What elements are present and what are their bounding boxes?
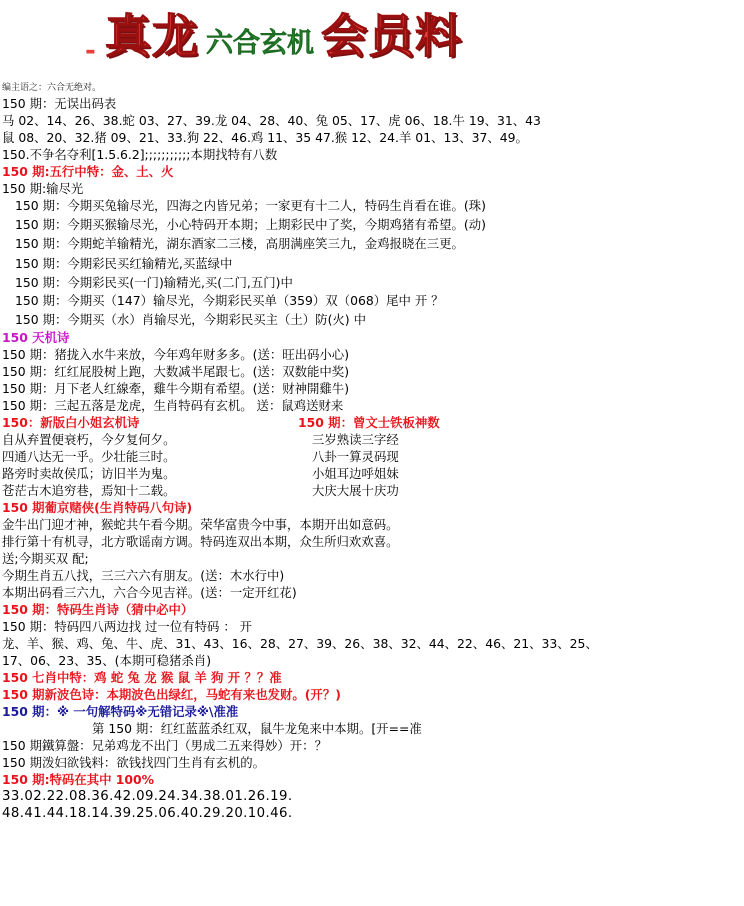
section-heading: 150 期新波色诗：本期波色出绿红，马蛇有来也发财。(开？) bbox=[2, 687, 341, 702]
poem-line: 苍茫古木追穷巷，焉知十二载。 bbox=[2, 483, 176, 498]
text-line: 150 期：今期彩民买(一门)输精光,买(二门,五门)中 bbox=[15, 275, 293, 290]
poem-line: 三岁熟读三字经 bbox=[312, 432, 399, 447]
text-line: 本期出码看三六九，六合今见吉祥。(送：一定开红花) bbox=[2, 585, 297, 600]
text-line: 150 期:输尽光 bbox=[2, 181, 84, 196]
title-huiyuanliao: 会员料 bbox=[321, 9, 463, 63]
page-title bbox=[85, 6, 462, 68]
title-liuhexuanji: 六合玄机 bbox=[205, 28, 314, 59]
poem-line: 大庆大展十庆功 bbox=[312, 483, 399, 498]
text-line: 150 期：今期买猴输尽光，小心特码开本期；上期彩民中了奖，今期鸡猪有希望。(动) bbox=[15, 217, 486, 232]
poem-line: 八卦一算灵码现 bbox=[312, 449, 399, 464]
text-line: 马 02、14、26、38.蛇 03、27、39.龙 04、28、40、兔 05、17、虎 06、18.牛 19、31、43 bbox=[2, 113, 541, 128]
section-heading: 150 期葡京赌侠(生肖特码八句诗) bbox=[2, 500, 193, 515]
section-heading: 150 期：曾文士铁板神数 bbox=[298, 415, 440, 430]
text-line: 150 期：月下老人红線牽，雞牛今期有希望。(送：财神開雞牛) bbox=[2, 381, 350, 396]
editor-note: 编主语之：六合无绝对。 bbox=[2, 83, 102, 93]
section-heading: 150 期:五行中特：金、土、火 bbox=[2, 164, 174, 179]
number-list: 48.41.44.18.14.39.25.06.40.29.20.10.46. bbox=[2, 806, 293, 821]
text-line: 150 期：红红屁股树上跑，大数减半尾跟七。(送：双数能中奖) bbox=[2, 364, 350, 379]
text-line: 150 期鐵算盤：兄弟鸡龙不出门（男成二五来得妙）开：？ bbox=[2, 738, 327, 753]
section-heading: 150 期：特码生肖诗（猜中必中） bbox=[2, 602, 194, 617]
text-line: 今期生肖五八找，三三六六有朋友。(送：木水行中) bbox=[2, 568, 285, 583]
text-line: 150 期：三起五落是龙虎，生肖特码有玄机。 送：鼠鸡送财来 bbox=[2, 398, 344, 413]
section-heading: 150 天机诗 bbox=[2, 330, 70, 345]
poem-line: 自从弃置便衰朽，今夕复何夕。 bbox=[2, 432, 176, 447]
text-line: 送;今期买双 配; bbox=[2, 551, 89, 566]
text-line: 150 期：特码四八两边找 过一位有特码 ： 开 bbox=[2, 619, 253, 634]
section-heading: 150 七肖中特：鸡 蛇 兔 龙 猴 鼠 羊 狗 开 ？？准 bbox=[2, 670, 282, 685]
text-line: 鼠 08、20、32.猪 09、21、33.狗 22、46.鸡 11、35 47.猴 12、24.羊 01、13、37、49。 bbox=[2, 130, 528, 145]
text-line: 150 期：猪拢入水牛来放，今年鸡年财多多。(送：旺出码小心) bbox=[2, 347, 350, 362]
section-heading: 150 期:特码在其中 100% bbox=[2, 772, 155, 787]
text-line: 150 期泼妇欲钱料：欲钱找四门生肖有玄机的。 bbox=[2, 755, 266, 770]
poem-line: 四通八达无一乎。少壮能三时。 bbox=[2, 449, 176, 464]
poem-line: 小姐耳边呼姐妹 bbox=[312, 466, 399, 481]
section-heading: 150 期：※ 一句解特码※无错记录※\准准 bbox=[2, 704, 239, 719]
text-line: 第 150 期：红红蓝蓝杀红双，鼠牛龙兔来中本期。[开==准 bbox=[92, 721, 422, 736]
section-heading: 150：新版白小姐玄机诗 bbox=[2, 415, 140, 430]
poem-line: 路旁时卖故侯瓜；访旧半为鬼。 bbox=[2, 466, 176, 481]
text-line: 150 期：今期买兔输尽光，四海之内皆兄弟；一家更有十二人，特码生肖看在谁。(珠) bbox=[15, 198, 486, 213]
text-line: 金牛出门迎才神，猴蛇共午看今期。荣华富贵今中事，本期开出如意码。 bbox=[2, 517, 399, 532]
text-line: 龙、羊、猴、鸡、兔、牛、虎、31、43、16、28、27、39、26、38、32、44、22、46、21、33、25、 bbox=[2, 636, 598, 651]
text-line: 150 期：今期买（水）肖输尽光，今期彩民买主（土）防(火) 中 bbox=[15, 312, 366, 327]
text-line: 150 期：今期买（147）输尽光，今期彩民买单（359）双（068）尾中 开 ？ bbox=[15, 293, 444, 308]
number-list: 33.02.22.08.36.42.09.24.34.38.01.26.19. bbox=[2, 789, 293, 804]
text-line: 17、06、23、35、(本期可稳猪杀肖) bbox=[2, 653, 212, 668]
text-line: 150.不争名夺利[1.5.6.2];;;;;;;;;;;本期找特有八数 bbox=[2, 147, 278, 162]
title-dash: - bbox=[85, 36, 96, 66]
text-line: 150 期：今期蛇羊输精光，湖东酒家二三楼，高朋满座笑三九，金鸡报晓在三更。 bbox=[15, 236, 464, 251]
text-line: 150 期：今期彩民买红输精光,买蓝绿中 bbox=[15, 256, 233, 271]
title-zhenlong: 真龙 bbox=[104, 9, 199, 63]
text-line: 排行第十有机寻，北方歌谣南方调。特码连双出本期，众生所归欢欢喜。 bbox=[2, 534, 399, 549]
text-line: 150 期：无误出码表 bbox=[2, 96, 117, 111]
